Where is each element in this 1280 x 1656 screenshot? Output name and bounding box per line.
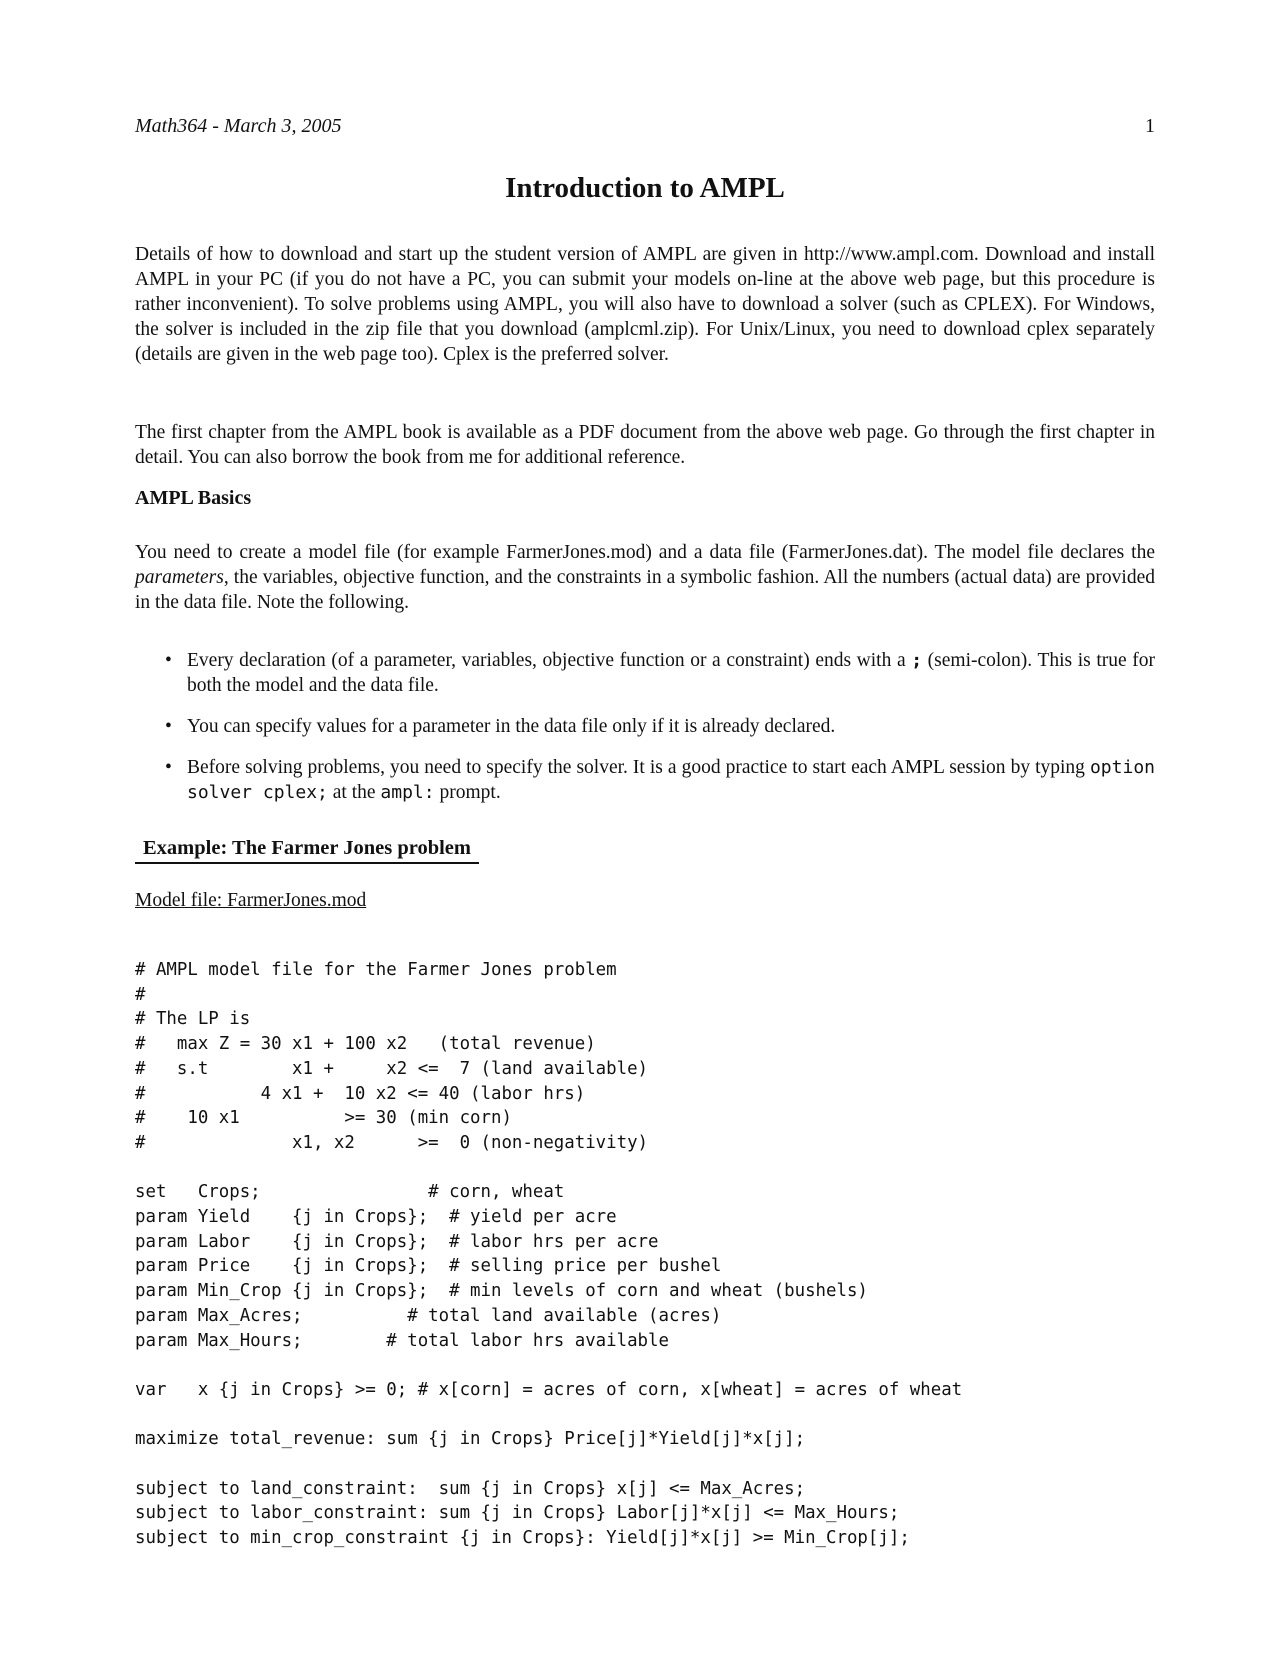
basics-paragraph <box>135 540 1155 615</box>
intro-paragraph-2: The first chapter from the AMPL book is available as a PDF document from the above web page. Go through the first chapter in detail. You can also borrow the book from me for additional reference. <box>135 422 1155 468</box>
page-title: Introduction to AMPL <box>505 172 785 204</box>
inline-code: option solver cplex; <box>187 757 1155 803</box>
model-file-label: Model file: FarmerJones.mod <box>135 890 367 911</box>
list-item-text: Every declaration (of a parameter, variables, objective function or a constraint) ends with a <box>187 650 912 671</box>
list-item <box>135 755 1155 805</box>
list-item-text: You can specify values for a parameter in the data file only if it is already declared. <box>187 716 836 737</box>
code-line: param Yield {j in Crops}; # yield per acre <box>135 1207 617 1228</box>
code-line: # AMPL model file for the Farmer Jones problem <box>135 960 617 980</box>
bullet-icon: • <box>165 716 172 737</box>
code-line: # max Z = 30 x1 + 100 x2 (total revenue) <box>135 1034 596 1055</box>
code-line: # 4 x1 + 10 x2 <= 40 (labor hrs) <box>135 1083 586 1104</box>
list-item <box>135 648 1155 698</box>
code-line: param Min_Crop {j in Crops}; # min levels of corn and wheat (bushels) <box>135 1281 868 1302</box>
basics-paragraph-start: You need to create a model file (for example FarmerJones.mod) and a data file (FarmerJones.dat). The model file declares the <box>135 542 1155 563</box>
code-line: var x {j in Crops} >= 0; # x[corn] = acres of corn, x[wheat] = acres of wheat <box>135 1379 963 1400</box>
list-item-text: at the <box>327 782 381 803</box>
intro-paragraph-1: Details of how to download and start up the student version of AMPL are given in http://www.ampl.com. Download and install AMPL in your PC (if you do not have a PC, you can submit your models on-line at the above web page, but this procedure is rather inconvenient). To solve problems using AMPL, you will also have to download a solver (such as CPLEX). For Windows, the solver is included in the zip file that you download (amplcml.zip). For Unix/Linux, you need to download cplex separately (details are given in the web page too). Cplex is the preferred solver. <box>135 244 1155 365</box>
code-line: param Labor {j in Crops}; # labor hrs per acre <box>135 1231 659 1252</box>
code-line: # x1, x2 >= 0 (non-negativity) <box>135 1132 649 1153</box>
code-line: maximize total_revenue: sum {j in Crops} Price[j]*Yield[j]*x[j]; <box>135 1429 806 1450</box>
code-line: subject to min_crop_constraint {j in Crops}: Yield[j]*x[j] >= Min_Crop[j]; <box>135 1528 910 1549</box>
bullet-icon: • <box>165 650 172 671</box>
basics-paragraph-emphasis: parameters <box>135 567 224 588</box>
code-line: subject to land_constraint: sum {j in Crops} x[j] <= Max_Acres; <box>135 1478 806 1499</box>
code-line: param Price {j in Crops}; # selling price per bushel <box>135 1256 722 1277</box>
code-line: param Max_Hours; # total labor hrs available <box>135 1330 669 1351</box>
code-line: # <box>135 984 146 1005</box>
code-line: # The LP is <box>135 1009 251 1030</box>
course-date: Math364 - March 3, 2005 <box>135 115 342 137</box>
list-item-text: (semi-colon). This is true for both the model and the data file. <box>187 650 1155 696</box>
example-heading: Example: The Farmer Jones problem <box>135 837 479 864</box>
code-line: # s.t x1 + x2 <= 7 (land available) <box>135 1058 649 1079</box>
code-line: param Max_Acres; # total land available (acres) <box>135 1305 722 1326</box>
code-line: # 10 x1 >= 30 (min corn) <box>135 1108 512 1129</box>
list-item <box>135 714 1155 739</box>
page-number: 1 <box>1145 115 1155 137</box>
section-heading-basics: AMPL Basics <box>135 487 252 509</box>
model-code-block <box>135 958 962 1551</box>
bullet-icon: • <box>165 757 172 778</box>
basics-paragraph-end: , the variables, objective function, and the constraints in a symbolic fashion. All the numbers (actual data) are provided in the data file. Note the following. <box>135 567 1155 613</box>
running-header <box>135 115 1155 143</box>
list-item-text: prompt. <box>434 782 501 803</box>
code-line: set Crops; # corn, wheat <box>135 1182 565 1203</box>
inline-code: ; <box>911 650 923 671</box>
inline-code: ampl: <box>380 782 435 803</box>
notes-list <box>135 648 1155 821</box>
code-line: subject to labor_constraint: sum {j in Crops} Labor[j]*x[j] <= Max_Hours; <box>135 1503 900 1524</box>
list-item-text: Before solving problems, you need to specify the solver. It is a good practice to start each AMPL session by typing <box>187 757 1090 778</box>
